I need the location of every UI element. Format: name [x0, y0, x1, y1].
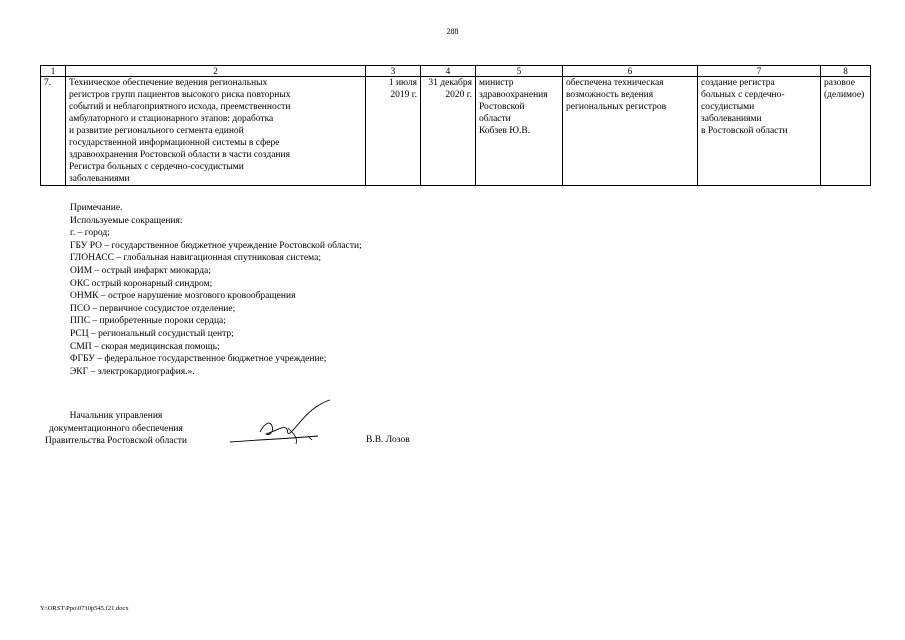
start-date-line: 2019 г. [390, 90, 417, 100]
result-line: возможность ведения [566, 90, 654, 100]
abbreviation-item: ППС – приобретенные пороки сердца; [70, 316, 226, 327]
description-line: регистров групп пациентов высокого риска повторных [69, 90, 291, 100]
note-title: Примечание. [70, 203, 123, 213]
effect-line: больных с сердечно- [701, 90, 785, 100]
measures-table [40, 65, 871, 186]
signer-position-line: документационного обеспечения [49, 423, 183, 434]
row-number: 7. [41, 77, 66, 186]
result-line: региональных регистров [566, 102, 667, 112]
table-header-row [41, 66, 871, 77]
effect [698, 77, 821, 186]
abbreviation-item: РСЦ – региональный сосудистый центр; [70, 328, 234, 339]
col-header-2: 2 [66, 66, 366, 77]
responsible-line: здравоохранения [479, 90, 548, 100]
expected-result [563, 77, 698, 186]
col-header-7: 7 [698, 66, 821, 77]
abbreviation-item: ОКС острый коронарный синдром; [70, 278, 213, 289]
description-line: здравоохранения Ростовской области в части создания [69, 150, 290, 160]
description-line: государственной информационной системы в сфере [69, 138, 280, 148]
table-row [41, 77, 871, 186]
effect-line: заболеваниями [701, 114, 762, 124]
col-header-4: 4 [421, 66, 476, 77]
responsible-person [476, 77, 563, 186]
abbreviation-item: ПСО – первичное сосудистое отделение; [70, 303, 236, 314]
abbreviation-item: г. – город; [70, 228, 110, 239]
description-line: и развитие регионального сегмента единой [69, 126, 244, 136]
end-date-line: 31 декабря [428, 78, 472, 88]
start-date-line: 1 июля [388, 78, 417, 88]
start-date [366, 77, 421, 186]
end-date-line: 2020 г. [445, 90, 472, 100]
col-header-6: 6 [563, 66, 698, 77]
description-line: событий и неблагоприятного исхода, преемственности [69, 102, 291, 112]
abbreviation-item: ГЛОНАСС – глобальная навигационная спутниковая система; [70, 253, 321, 264]
type-line: разовое [824, 78, 855, 88]
effect-line: создание регистра [701, 78, 775, 88]
responsible-line: министр [479, 78, 514, 88]
end-date [421, 77, 476, 186]
page-number: 288 [446, 27, 459, 36]
file-path: Y:\ORST\Ppo\0710p545.f21.docx [40, 605, 129, 612]
abbreviation-item: ОИМ – острый инфаркт миокарда; [70, 265, 211, 276]
abbreviation-item: ЭКГ – электрокардиография.». [70, 366, 195, 377]
signer-position [45, 410, 187, 448]
description-line: амбулаторного и стационарного этапов: доработка [69, 114, 274, 124]
effect-line: сосудистыми [701, 102, 755, 112]
col-header-5: 5 [476, 66, 563, 77]
effect-line: в Ростовской области [701, 126, 788, 136]
measure-description [66, 77, 366, 186]
col-header-3: 3 [366, 66, 421, 77]
abbreviation-item: ОНМК – острое нарушение мозгового кровообращения [70, 291, 296, 302]
type-line: (делимое) [824, 90, 865, 100]
description-line: заболеваниями [69, 174, 130, 184]
signer-name: В.В. Лозов [366, 435, 410, 445]
responsible-line: области [479, 114, 511, 124]
col-header-8: 8 [821, 66, 871, 77]
handwritten-signature [226, 398, 346, 448]
col-header-1: 1 [41, 66, 66, 77]
description-line: Регистра больных с сердечно-сосудистыми [69, 162, 244, 172]
description-line: Техническое обеспечение ведения региональных [69, 78, 268, 88]
result-line: обеспечена техническая [566, 78, 664, 88]
abbreviations-note [70, 202, 362, 378]
abbreviation-item: ГБУ РО – государственное бюджетное учреждение Ростовской области; [70, 240, 362, 251]
abbreviation-item: ФГБУ – федеральное государственное бюджетное учреждение; [70, 354, 327, 365]
signer-position-line: Начальник управления [69, 411, 163, 421]
abbreviation-item: СМП – скорая медицинская помощь; [70, 341, 220, 352]
note-subtitle: Используемые сокращения: [70, 215, 183, 226]
responsible-line: Ростовской [479, 102, 525, 112]
signer-position-line: Правительства Ростовской области [45, 436, 187, 446]
measure-type [821, 77, 871, 186]
responsible-line: Кобзев Ю.В. [479, 126, 531, 136]
